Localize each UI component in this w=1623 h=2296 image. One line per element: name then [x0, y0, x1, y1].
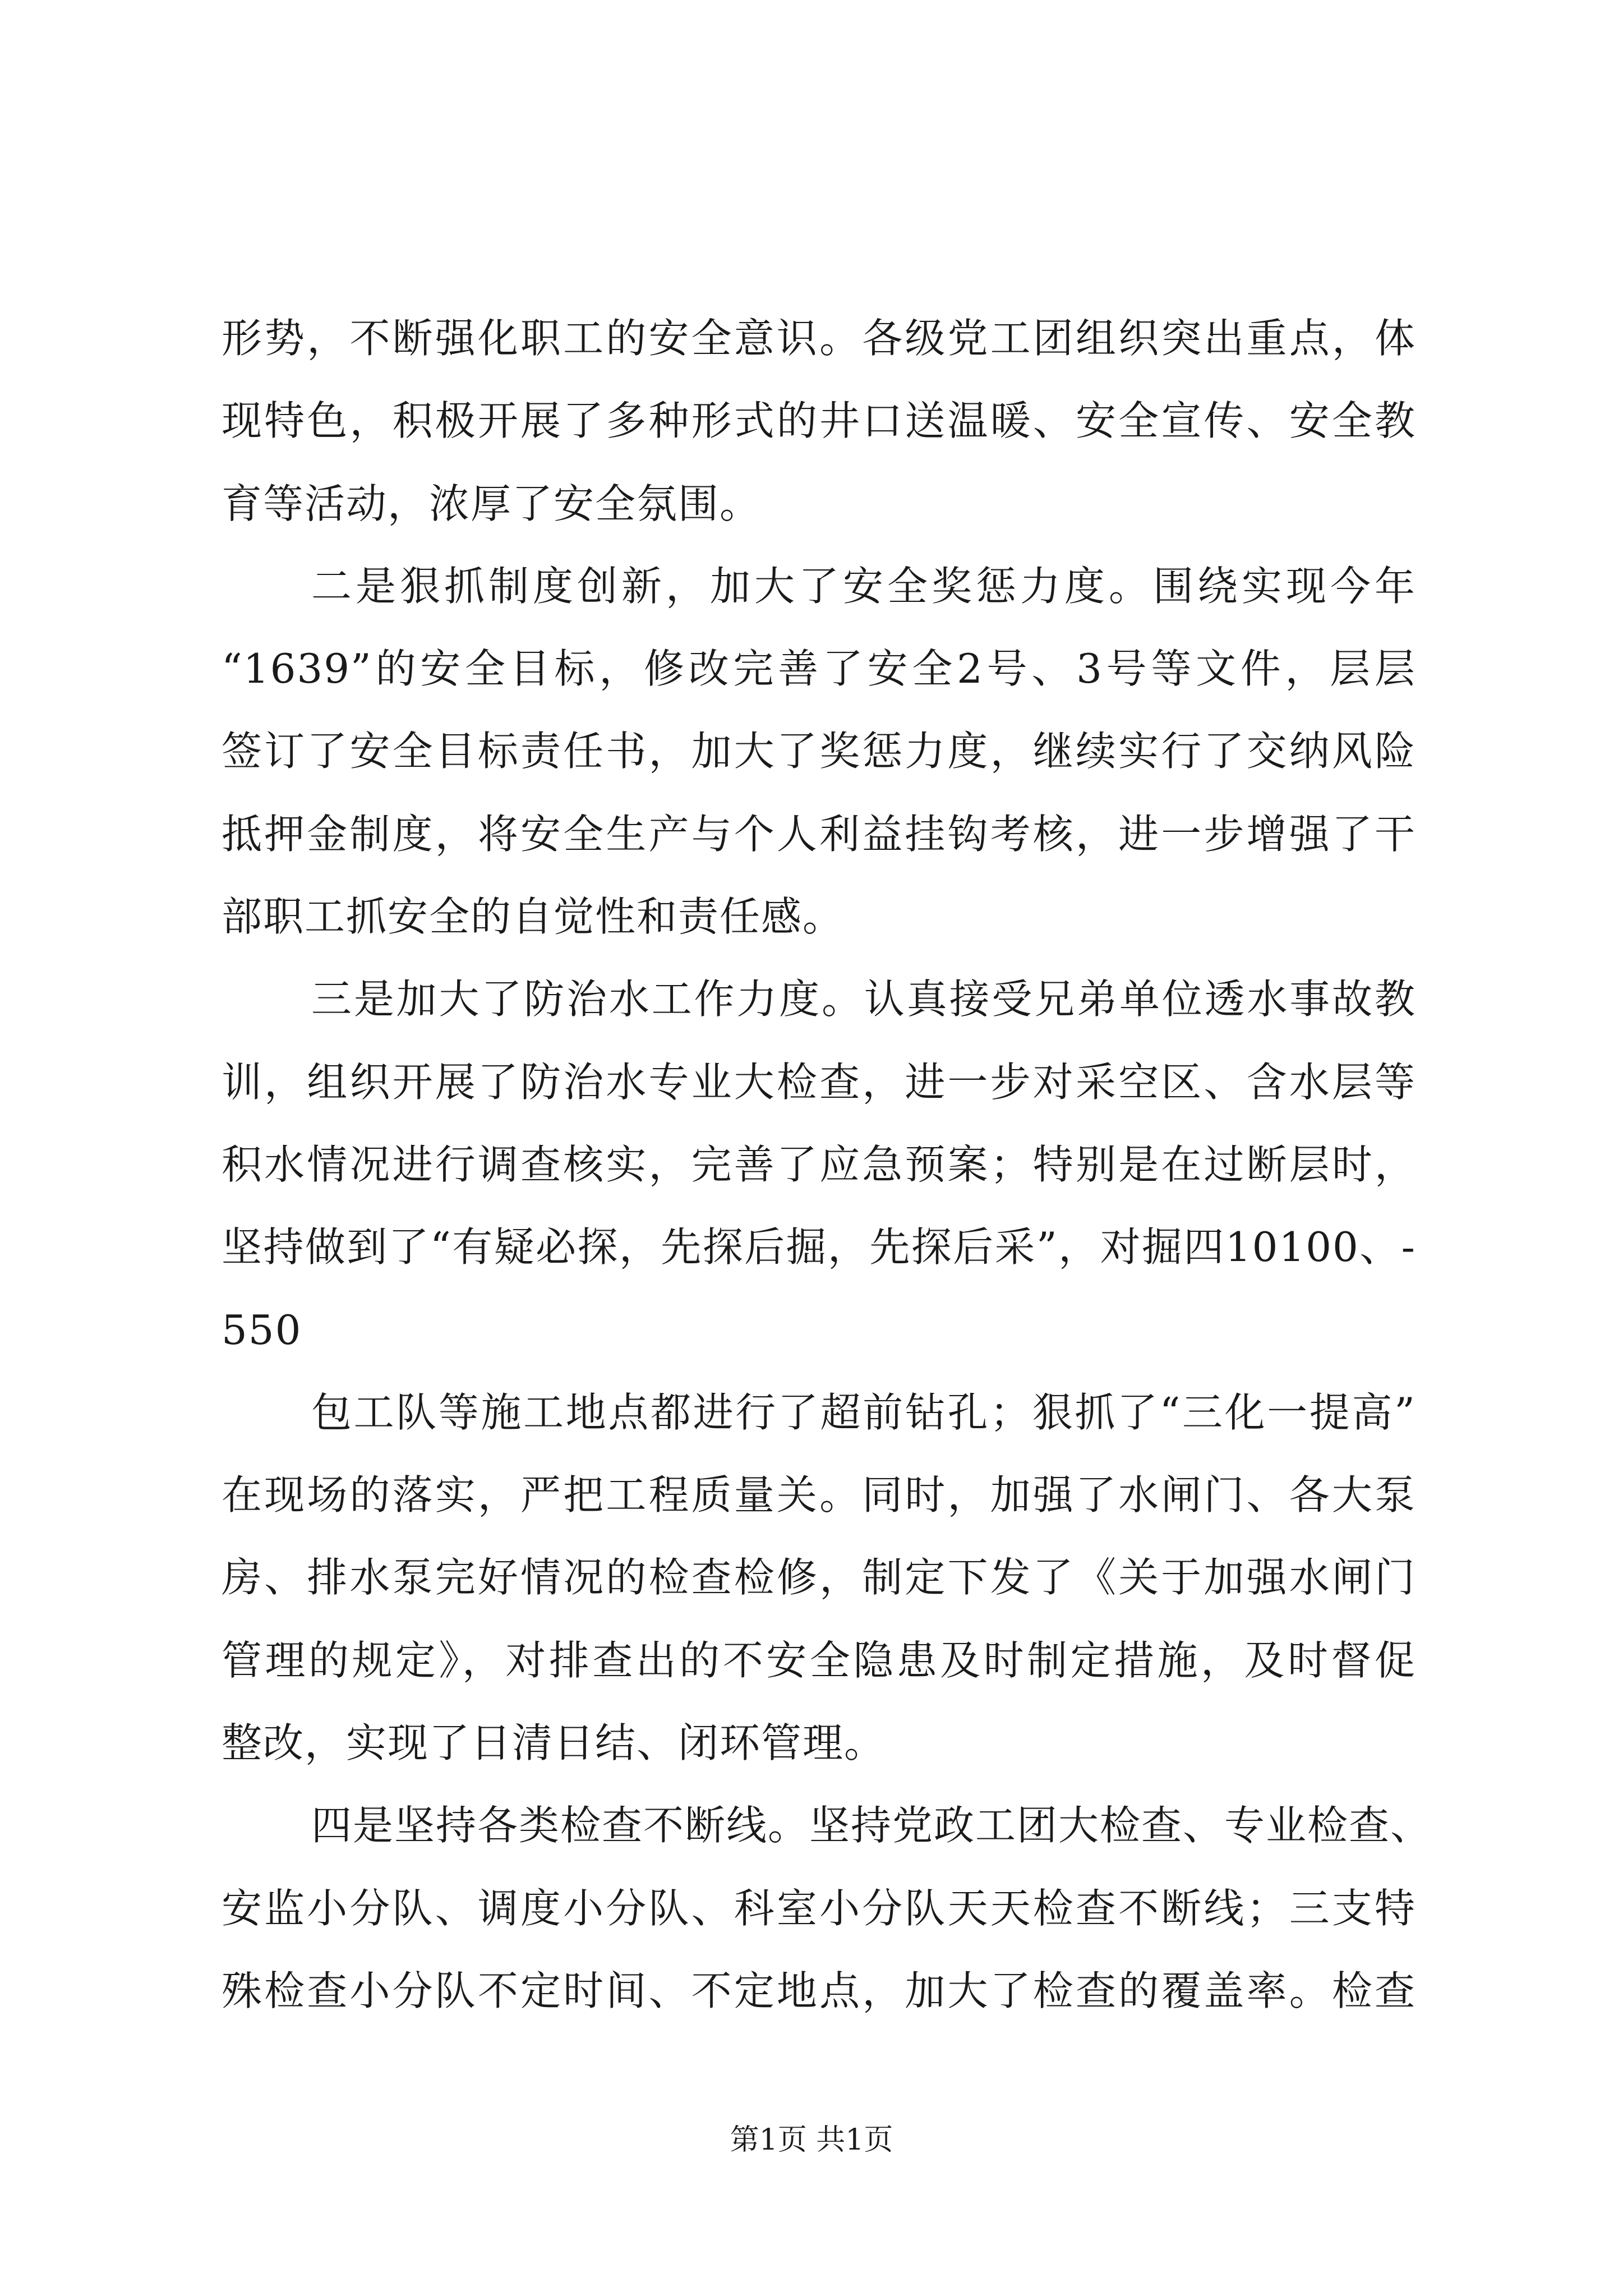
text-line: 房、排水泵完好情况的检查检修，制定下发了《关于加强水闸门	[222, 1554, 1416, 1602]
text-line: “1639”的安全目标，修改完善了安全2号、3号等文件，层层	[222, 645, 1416, 693]
text-line: 整改，实现了日清日结、闭环管理。	[222, 1719, 886, 1767]
text-line: 育等活动，浓厚了安全氛围。	[222, 480, 762, 527]
text-line: 殊检查小分队不定时间、不定地点，加大了检查的覆盖率。检查	[222, 1967, 1416, 2014]
paragraph-start-line: 包工队等施工地点都进行了超前钻孔；狠抓了“三化一提高”	[311, 1388, 1416, 1436]
text-line: 训，组织开展了防治水专业大检查，进一步对采空区、含水层等	[222, 1058, 1416, 1106]
text-line: 抵押金制度，将安全生产与个人利益挂钩考核，进一步增强了干	[222, 810, 1416, 858]
text-line: 安监小分队、调度小分队、科室小分队天天检查不断线；三支特	[222, 1884, 1416, 1932]
text-line: 管理的规定》，对排查出的不安全隐患及时制定措施，及时督促	[222, 1636, 1416, 1684]
page-footer	[0, 2120, 1623, 2160]
paragraph-start-line: 三是加大了防治水工作力度。认真接受兄弟单位透水事故教	[311, 976, 1416, 1023]
text-line: 550	[222, 1306, 302, 1354]
text-line: 现特色，积极开展了多种形式的井口送温暖、安全宣传、安全教	[222, 397, 1416, 445]
text-line: 积水情况进行调查核实，完善了应急预案；特别是在过断层时，	[222, 1140, 1416, 1188]
text-line: 在现场的落实，严把工程质量关。同时，加强了水闸门、各大泵	[222, 1471, 1416, 1519]
page-number-label: 第1页 共1页	[730, 2123, 893, 2157]
text-line: 形势，不断强化职工的安全意识。各级党工团组织突出重点，体	[222, 315, 1416, 362]
text-line: 部职工抓安全的自觉性和责任感。	[222, 893, 845, 941]
paragraph-start-line: 二是狠抓制度创新，加大了安全奖惩力度。围绕实现今年	[311, 562, 1416, 610]
paragraph-start-line: 四是坚持各类检查不断线。坚持党政工团大检查、专业检查、	[311, 1802, 1432, 1849]
text-line: 坚持做到了“有疑必探，先探后掘，先探后采”，对掘四10100、-	[222, 1223, 1416, 1271]
text-line: 签订了安全目标责任书，加大了奖惩力度，继续实行了交纳风险	[222, 728, 1416, 775]
body-text	[222, 297, 1432, 2032]
